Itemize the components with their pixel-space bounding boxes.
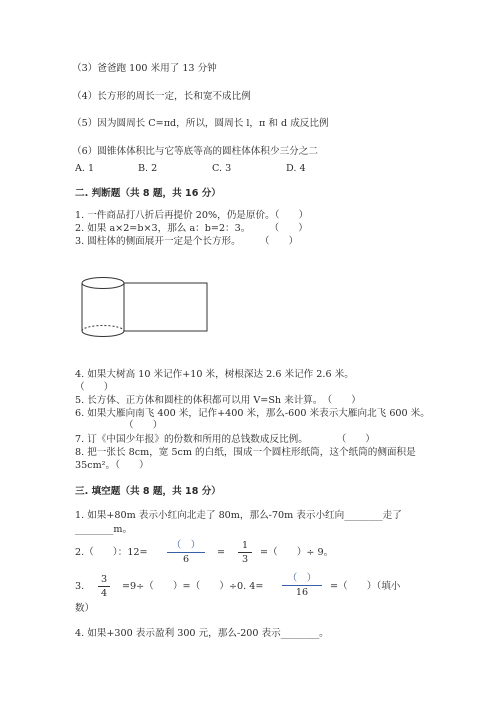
section-3-title: 三. 填空题（共 8 题，共 18 分） bbox=[75, 486, 221, 497]
judge-q4-blank: （ ） bbox=[75, 382, 114, 393]
fraction-numerator: （ ） bbox=[171, 540, 201, 551]
choice-a: A. 1 bbox=[75, 163, 95, 174]
fill-q4: 4. 如果+300 表示盈利 300 元，那么-200 表示________。 bbox=[75, 628, 329, 639]
judge-q2: 2. 如果 a×2=b×3，那么 a：b=2：3。 （ ） bbox=[75, 223, 308, 234]
fraction-numerator: （ ） bbox=[287, 573, 317, 584]
fill-q2-tail: =（ ）÷ 9。 bbox=[260, 547, 334, 558]
option-3: （3）爸爸跑 100 米用了 13 分钟 bbox=[72, 63, 217, 74]
fill-q2-fraction-2 bbox=[238, 540, 252, 565]
fraction-numerator: 3 bbox=[100, 574, 108, 585]
section-2-title: 二. 判断题（共 8 题，共 16 分） bbox=[75, 188, 221, 199]
fill-q2-lead: 2.（ ）：12= bbox=[75, 547, 148, 558]
choice-c: C. 3 bbox=[212, 163, 232, 174]
fraction-denominator: 6 bbox=[182, 554, 190, 565]
judge-q7: 7. 订《中国少年报》的份数和所用的总钱数成反比例。 （ ） bbox=[75, 434, 376, 445]
fraction-denominator: 3 bbox=[241, 554, 249, 565]
option-5: （5）因为圆周长 C=πd，所以，圆周长 l，π 和 d 成反比例 bbox=[72, 118, 329, 129]
fill-q2-fraction-1 bbox=[167, 540, 205, 565]
fill-q1: 1. 如果+80m 表示小红向北走了 80m，那么-70m 表示小红向________走了 bbox=[75, 510, 402, 521]
choice-d: D. 4 bbox=[286, 163, 306, 174]
option-6: （6）圆锥体体积比与它等底等高的圆柱体体积少三分之二 bbox=[72, 146, 318, 157]
fill-q3-lead: 3. bbox=[75, 581, 85, 592]
fraction-denominator: 16 bbox=[295, 587, 309, 598]
fill-q1-cont: ________m。 bbox=[75, 524, 133, 535]
fraction-numerator: 1 bbox=[241, 540, 249, 551]
judge-q5: 5. 长方体、正方体和圆柱的体积都可以用 V=Sh 来计算。 （ ） bbox=[75, 395, 361, 406]
judge-q6: 6. 如果大雁向南飞 400 米，记作+400 米，那么-600 米表示大雁向北飞 600 米。 bbox=[75, 408, 430, 419]
fraction-denominator: 4 bbox=[100, 588, 108, 599]
fill-q3-fraction-1 bbox=[98, 574, 110, 599]
fill-q3-wrap: 数） bbox=[75, 603, 95, 614]
fill-q2-equals: = bbox=[217, 547, 226, 558]
judge-q4: 4. 如果大树高 10 米记作+10 米，树根深达 2.6 米记作 2.6 米。 bbox=[75, 369, 354, 380]
judge-q8: 8. 把一张长 8cm，宽 5cm 的白纸，围成一个圆柱形纸筒，这个纸筒的侧面积是 bbox=[75, 447, 416, 458]
judge-q1: 1. 一件商品打八折后再提价 20%，仍是原价。（ ） bbox=[75, 210, 309, 221]
fill-q3-middle: =9÷（ ）=（ ）÷0. 4= bbox=[122, 581, 264, 592]
judge-q6-blank: （ ） bbox=[124, 420, 163, 431]
judge-q3: 3. 圆柱体的侧面展开一定是个长方形。 （ ） bbox=[75, 236, 299, 247]
option-4: （4）长方形的周长一定，长和宽不成比例 bbox=[72, 91, 251, 102]
fill-q3-fraction-2 bbox=[282, 573, 322, 598]
judge-q8-cont: 35cm²。（ ） bbox=[75, 460, 149, 471]
cylinder-unfold-figure bbox=[78, 276, 210, 340]
fill-q3-tail: =（ ）（填小 bbox=[330, 581, 401, 592]
choice-b: B. 2 bbox=[138, 163, 158, 174]
